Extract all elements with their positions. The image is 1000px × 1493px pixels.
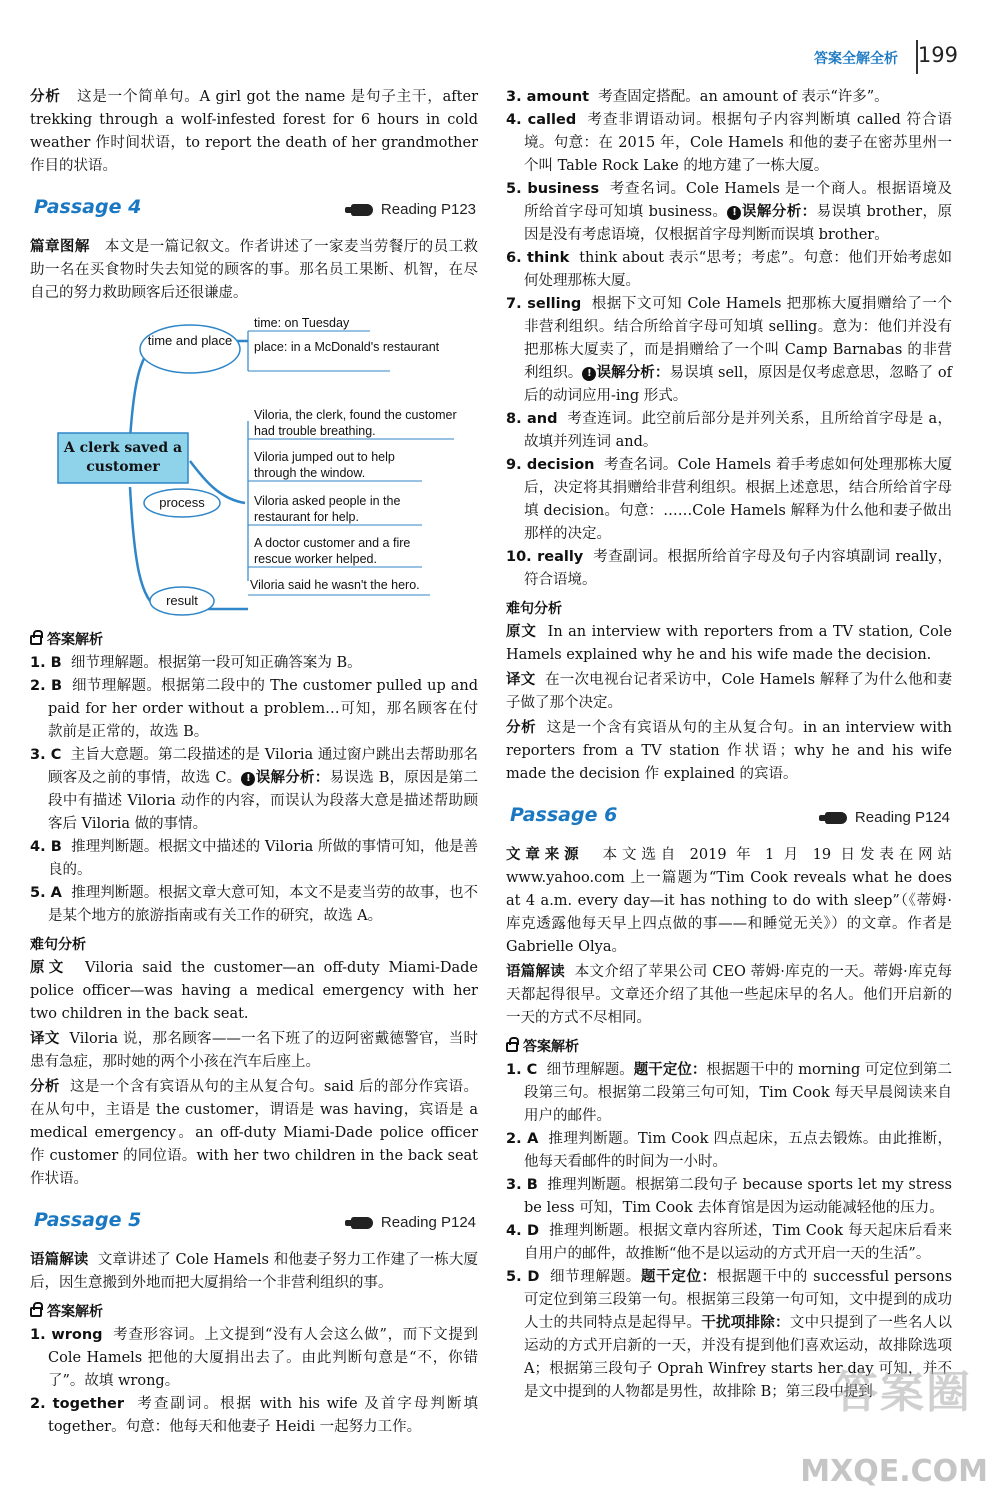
answer-text: 推理判断题。根据文章大意可知，本文不是麦当劳的故事，也不是某个地方的旅游指南或有关工作的研究，故选 A。 xyxy=(48,885,479,924)
answer-item xyxy=(30,1393,478,1439)
passage-5-title: Passage 5 xyxy=(34,1209,142,1231)
answer-item xyxy=(506,293,952,408)
translation-text: Viloria 说，那名顾客——一名下班了的迈阿密戴德警官，当时患有急症，那时她的两个小孩在汽车后座上。 xyxy=(30,1031,479,1070)
answer-text: 细节理解题。 xyxy=(549,1269,641,1285)
answer-number: 4. B xyxy=(30,839,62,855)
intro-analysis xyxy=(30,86,478,178)
summary-text: 文章讲述了 Cole Hamels 和他妻子努力工作建了一栋大厦后，因生意搬到外地而把大厦捐给一个非营利组织的事。 xyxy=(30,1252,478,1291)
passage-5-header xyxy=(30,1205,478,1245)
passage-5-ref xyxy=(351,1211,476,1234)
pointing-hand-icon xyxy=(351,1217,373,1229)
answer-item xyxy=(506,86,952,109)
answer-number: 9. decision xyxy=(506,457,595,473)
source-label: 文章来源 xyxy=(506,847,584,863)
answer-text: 考查固定搭配。an amount of 表示“许多”。 xyxy=(598,89,889,105)
original-sentence xyxy=(30,957,478,1026)
answer-text: 主旨大意题。第二段描述的是 Viloria 通过窗户跳出去帮助那名顾客及之前的事情，故选 C。 xyxy=(48,747,479,786)
error-analysis-label: 误解分析： xyxy=(596,365,670,381)
passage-6-ref xyxy=(825,806,950,829)
passage-4-title: Passage 4 xyxy=(34,196,142,218)
answer-item xyxy=(506,546,952,592)
translation-label: 译文 xyxy=(30,1031,60,1047)
answer-text: 考查名词。Cole Hamels 是一个商人。根据语境及所给首字母可知填 business。 xyxy=(524,181,952,220)
right-column xyxy=(506,86,952,1404)
watermark xyxy=(800,1367,992,1489)
answer-number: 5. D xyxy=(506,1269,540,1285)
original-label: 原文 xyxy=(30,960,68,976)
original-text: Viloria said the customer—an off-duty Miami-Dade police officer—was having a medical emergency with her two children in the back seat. xyxy=(30,960,479,1022)
mind-map-time: time: on Tuesday xyxy=(254,316,350,330)
answer-text: 考查连词。此空前后部分是并列关系，且所给首字母是 a，故填并列连词 and。 xyxy=(524,411,952,450)
analysis-label: 分析 xyxy=(30,1079,60,1095)
answer-number: 2. B xyxy=(30,678,63,694)
pointing-hand-icon xyxy=(825,812,847,824)
passage-6-summary xyxy=(506,961,952,1030)
answers-heading-text: 答案解析 xyxy=(47,632,103,648)
answer-number: 10. really xyxy=(506,549,584,565)
source-text: 本文选自 2019 年 1 月 19 日发表在网站 www.yahoo.com 上一篇题为“Tim Cook reveals what he does at 4 a.m. every day—it has nothing to do with sleep”（《蒂姆·库克透露他每天早上四点做的事——和睡觉无关》）的文章。作者是 Gabrielle Olya。 xyxy=(506,847,953,955)
lock-icon xyxy=(30,635,42,645)
mind-map-node-result: result xyxy=(166,593,198,608)
answer-item xyxy=(506,247,952,293)
answer-number: 5. A xyxy=(30,885,62,901)
mind-map-step: Viloria jumped out to help through the window. xyxy=(254,450,395,480)
passage-5-summary xyxy=(30,1249,478,1295)
error-analysis-label: 误解分析： xyxy=(255,770,330,786)
answer-number: 1. B xyxy=(30,655,62,671)
answer-item xyxy=(506,1174,952,1220)
passage-6-title: Passage 6 xyxy=(510,804,618,826)
analysis-text: 这是一个含有宾语从句的主从复合句。in an interview with reporters from a TV station 作状语；why he and his wife made the decision 作 explained 的宾语。 xyxy=(506,720,953,782)
passage-4-summary xyxy=(30,236,478,305)
answer-text: 考查副词。根据 with his wife 及首字母判断填 together。句意：他每天和他妻子 Heidi 一起努力工作。 xyxy=(48,1396,478,1435)
analysis xyxy=(506,717,952,786)
answers-heading xyxy=(30,1301,478,1324)
mind-map-step: Viloria, the clerk, found the customer had trouble breathing. xyxy=(254,408,457,438)
original-label: 原文 xyxy=(506,624,537,640)
answer-number: 3. C xyxy=(30,747,62,763)
answer-text: 考查副词。根据所给首字母及句子内容填副词 really，符合语境。 xyxy=(524,549,952,588)
summary-label: 语篇解读 xyxy=(506,964,566,980)
passage-4-ref xyxy=(351,198,476,221)
answers-heading xyxy=(30,629,478,652)
answer-item xyxy=(30,1324,478,1393)
mind-map-center: A clerk saved a customer xyxy=(63,440,183,475)
summary-label: 语篇解读 xyxy=(30,1252,89,1268)
answer-number: 1. wrong xyxy=(30,1327,103,1343)
distractor-tag: 干扰项排除： xyxy=(701,1315,790,1331)
answer-number: 2. A xyxy=(506,1131,539,1147)
analysis-label: 分析 xyxy=(506,720,537,736)
mind-map-result-text: Viloria said he wasn't the hero. xyxy=(250,578,420,592)
answer-number: 8. and xyxy=(506,411,558,427)
locate-tag: 题干定位： xyxy=(633,1062,707,1078)
intro-label: 分析 xyxy=(30,89,61,105)
answer-number: 4. D xyxy=(506,1223,540,1239)
warning-icon: ! xyxy=(582,367,596,381)
passage-6-header xyxy=(506,800,952,840)
answer-number: 2. together xyxy=(30,1396,125,1412)
answer-text: 细节理解题。根据第二段中的 The customer pulled up and paid for her order without a problem…可知，那名顾客在付款前是正常的，故选 B。 xyxy=(48,678,479,740)
passage-6-source xyxy=(506,844,952,959)
answer-number: 5. business xyxy=(506,181,600,197)
passage-4-ref-text: Reading P123 xyxy=(380,201,476,218)
answer-text: 细节理解题。 xyxy=(546,1062,634,1078)
answer-number: 3. B xyxy=(506,1177,538,1193)
mind-map-place: place: in a McDonald's restaurant xyxy=(254,340,440,354)
answer-item xyxy=(506,408,952,454)
answer-number: 1. C xyxy=(506,1062,538,1078)
error-analysis-text: 易误选 B，原因是第二段中有描述 Viloria 动作的内容，而误认为段落大意是描述帮助顾客后 Viloria 做的事情。 xyxy=(48,770,479,832)
answer-text: 考查名词。Cole Hamels 着手考虑如何处理那栋大厦后，决定将其捐赠给非营利组织。根据上述意思，结合所给首字母填 decision。句意：……Cole Hamels 解释为什么他和妻子做出那样的决定。 xyxy=(524,457,953,542)
analysis-text: 这是一个含有宾语从句的主从复合句。said 后的部分作宾语。在从句中，主语是 the customer，谓语是 was having，宾语是 a medical emergency。an off-duty Miami-Dade police officer 作 customer 的同位语。with her two children in the back seat 作状语。 xyxy=(30,1079,478,1187)
answer-item xyxy=(506,1059,952,1128)
translation-text: 在一次电视台记者采访中，Cole Hamels 解释了为什么他和妻子做了那个决定。 xyxy=(506,672,953,711)
answer-number: 6. think xyxy=(506,250,570,266)
answer-text: 根据题干中的 successful persons 可定位到第三段第一句。根据第三段第一句可知，文中提到的成功人士的共同特点是起得早。 xyxy=(524,1269,953,1331)
answer-text: 根据题干中的 morning 可定位到第二段第三句。根据第二段第三句可知，Tim Cook 每天早晨阅读来自用户的邮件。 xyxy=(524,1062,953,1124)
page-number: 199 xyxy=(917,43,958,67)
passage-5-ref-text: Reading P124 xyxy=(380,1214,476,1231)
answer-item xyxy=(506,178,952,247)
original-text: In an interview with reporters from a TV station, Cole Hamels explained why he and his wife made the decision. xyxy=(506,624,953,663)
answer-text: 推理判断题。根据文中描述的 Viloria 所做的事情可知，他是善良的。 xyxy=(48,839,478,878)
answer-item xyxy=(30,836,478,882)
lock-icon xyxy=(30,1307,42,1317)
answer-item xyxy=(30,675,478,744)
answers-heading-text: 答案解析 xyxy=(523,1039,579,1055)
answer-text: 文中只提到了一些名人以运动的方式开启新的一天，并没有提到他们喜欢运动，故排除选项 A；根据第三段句子 Oprah Winfrey starts her day 可知，并不是文中提到的人物都是男性，故排除 B；第三段中提到 xyxy=(524,1315,953,1400)
error-analysis-text: 易误填 sell，原因是仅考虑意思，忽略了 of 后的动词应用-ing 形式。 xyxy=(524,365,953,404)
mind-map-step: Viloria asked people in the restaurant for help. xyxy=(254,494,401,524)
locate-tag: 题干定位： xyxy=(640,1269,717,1285)
answer-number: 3. amount xyxy=(506,89,590,105)
lock-icon xyxy=(506,1042,518,1052)
answer-text: 推理判断题。根据第二段句子 because sports let my stress be less 可知，Tim Cook 去体育馆是因为运动能减轻他的压力。 xyxy=(524,1177,952,1216)
answer-number: 4. called xyxy=(506,112,577,128)
mind-map-node-process: process xyxy=(159,495,205,510)
answer-text: 细节理解题。根据第一段可知正确答案为 B。 xyxy=(70,655,362,671)
answer-text: 推理判断题。根据文章内容所述，Tim Cook 每天起床后看来自用户的邮件，故推断“他不是以运动的方式开启一天的生活”。 xyxy=(524,1223,953,1262)
answer-item xyxy=(30,882,478,928)
answer-text: 考查形容词。上文提到“没有人会这么做”，而下文提到 Cole Hamels 把他的大厦捐出去了。由此判断句意是“不，你错了”。故填 wrong。 xyxy=(48,1327,479,1389)
left-column xyxy=(30,86,478,1439)
passage-4-header xyxy=(30,192,478,232)
answer-item xyxy=(30,744,478,836)
answer-text: 根据下文可知 Cole Hamels 把那栋大厦捐赠给了一个非营利组织。结合所给首字母可知填 selling。意为：他们并没有把那栋大厦卖了，而是捐赠给了一个叫 Camp Barnabas 的非营利组织。 xyxy=(524,296,953,381)
answer-item xyxy=(506,1220,952,1266)
page-header xyxy=(0,0,1000,80)
answer-number: 7. selling xyxy=(506,296,582,312)
answer-item xyxy=(506,1128,952,1174)
intro-text: 这是一个简单句。A girl got the name 是句子主干，after trekking through a wolf-infested forest for 6 hours in cold weather 作时间状语，to report the death of her grandmother 作目的状语。 xyxy=(30,89,479,174)
difficult-sentence-heading: 难句分析 xyxy=(30,937,86,953)
translation xyxy=(30,1028,478,1074)
answers-heading-text: 答案解析 xyxy=(47,1304,103,1320)
summary-label: 篇章图解 xyxy=(30,239,90,255)
pointing-hand-icon xyxy=(351,204,373,216)
warning-icon: ! xyxy=(241,772,255,786)
original-sentence xyxy=(506,621,952,667)
answer-text: think about 表示“思考；考虑”。句意：他们开始考虑如何处理那栋大厦。 xyxy=(524,250,952,289)
answer-item xyxy=(506,109,952,178)
mind-map-step: A doctor customer and a fire rescue worker helped. xyxy=(254,536,411,566)
error-analysis-label: 误解分析： xyxy=(741,204,817,220)
passage-6-ref-text: Reading P124 xyxy=(854,809,950,826)
mind-map xyxy=(30,311,478,623)
answer-item xyxy=(506,454,952,546)
difficult-sentence-heading: 难句分析 xyxy=(506,601,562,617)
warning-icon: ! xyxy=(727,206,741,220)
summary-text: 本文介绍了苹果公司 CEO 蒂姆·库克的一天。蒂姆·库克每天都起得很早。文章还介绍了其他一些起床早的名人。他们开启新的一天的方式不尽相同。 xyxy=(506,964,953,1026)
error-analysis-text: 易误填 brother，原因是没有考虑语境，仅根据首字母判断而误填 brother。 xyxy=(524,204,953,243)
answer-item xyxy=(30,652,478,675)
answer-text: 考查非谓语动词。根据句子内容判断填 called 符合语境。句意：在 2015 年，Cole Hamels 和他的妻子在密苏里州一个叫 Table Rock Lake 的地方建了一栋大厦。 xyxy=(524,112,952,174)
translation xyxy=(506,669,952,715)
summary-text: 本文是一篇记叙文。作者讲述了一家麦当劳餐厅的员工救助一名在买食物时失去知觉的顾客的事。那名员工果断、机智，在尽自己的努力救助顾客后还很谦虚。 xyxy=(30,239,479,301)
answer-text: 推理判断题。Tim Cook 四点起床，五点去锻炼。由此推断，他每天看邮件的时间为一小时。 xyxy=(524,1131,953,1170)
mind-map-node-time-place: time and place xyxy=(147,333,233,348)
analysis xyxy=(30,1076,478,1191)
header-label: 答案全解全析 xyxy=(814,51,898,67)
translation-label: 译文 xyxy=(506,672,536,688)
watermark-logo: 答案圈 xyxy=(834,1367,972,1418)
watermark-url: MXQE.COM xyxy=(800,1454,988,1489)
answers-heading xyxy=(506,1036,952,1059)
